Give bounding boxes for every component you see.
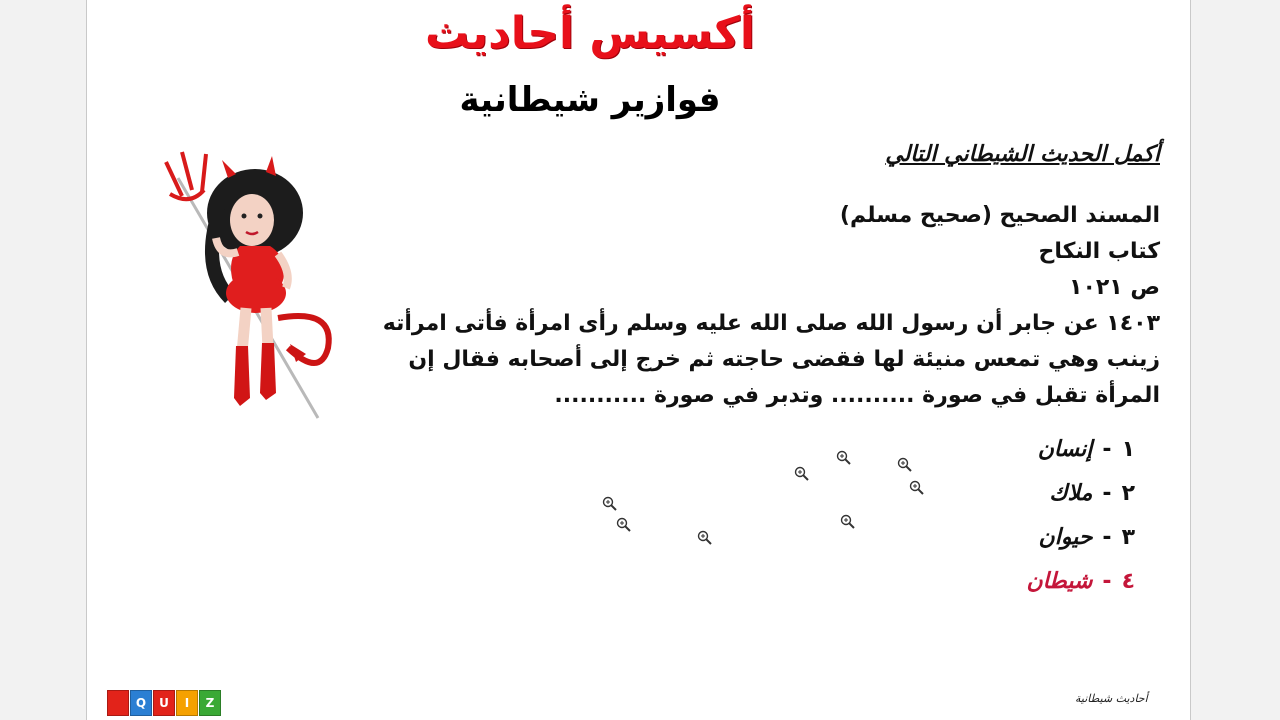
zoom-in-icon[interactable] bbox=[602, 496, 618, 512]
option-text: حيوان bbox=[1038, 525, 1093, 550]
devil-girl-with-trident-image bbox=[160, 148, 340, 423]
option-text: شيطان bbox=[1026, 569, 1093, 594]
left-gutter bbox=[0, 0, 87, 720]
zoom-in-icon[interactable] bbox=[840, 514, 856, 530]
quiz-logo-tile bbox=[107, 690, 129, 716]
source-line: ١٤٠٣ عن جابر أن رسول الله صلى الله عليه وسلم رأى امرأة فأتى امرأته bbox=[382, 311, 1160, 336]
option-dash: - bbox=[1102, 437, 1112, 462]
quiz-logo bbox=[107, 690, 222, 716]
option-number: ٤ bbox=[1121, 569, 1135, 594]
source-line: المرأة تقبل في صورة .......... وتدبر في صورة ........... bbox=[554, 383, 1160, 408]
source-line: ص ١٠٢١ bbox=[1069, 275, 1160, 300]
zoom-in-icon[interactable] bbox=[897, 457, 913, 473]
quiz-logo-letter: Q bbox=[130, 690, 152, 716]
answer-options bbox=[1026, 430, 1135, 606]
quiz-logo-letter: Z bbox=[199, 690, 221, 716]
option-4-correct[interactable] bbox=[1026, 562, 1135, 606]
option-1[interactable] bbox=[1026, 430, 1135, 474]
hadith-text bbox=[382, 198, 1160, 414]
slide-subtitle: فوازير شيطانية bbox=[459, 80, 721, 120]
option-text: ملاك bbox=[1049, 481, 1093, 506]
slide-title: أكسيس أحاديث bbox=[425, 8, 755, 59]
option-2[interactable] bbox=[1026, 474, 1135, 518]
option-dash: - bbox=[1102, 525, 1112, 550]
option-number: ٣ bbox=[1121, 525, 1135, 550]
zoom-in-icon[interactable] bbox=[697, 530, 713, 546]
question-heading: أكمل الحديث الشيطاني التالي bbox=[885, 142, 1160, 167]
option-dash: - bbox=[1102, 569, 1112, 594]
source-line: كتاب النكاح bbox=[1038, 239, 1160, 264]
option-dash: - bbox=[1102, 481, 1112, 506]
zoom-in-icon[interactable] bbox=[836, 450, 852, 466]
option-3[interactable] bbox=[1026, 518, 1135, 562]
quiz-logo-letter: U bbox=[153, 690, 175, 716]
zoom-in-icon[interactable] bbox=[909, 480, 925, 496]
quiz-logo-letter: I bbox=[176, 690, 198, 716]
zoom-in-icon[interactable] bbox=[616, 517, 632, 533]
option-number: ٢ bbox=[1121, 481, 1135, 506]
option-text: إنسان bbox=[1037, 437, 1093, 462]
footer-text: أحاديث شيطانية bbox=[1075, 692, 1148, 705]
zoom-in-icon[interactable] bbox=[794, 466, 810, 482]
source-line: زينب وهي تمعس منيئة لها فقضى حاجته ثم خرج إلى أصحابه فقال إن bbox=[408, 347, 1160, 372]
source-line: المسند الصحيح (صحيح مسلم) bbox=[839, 203, 1160, 228]
option-number: ١ bbox=[1121, 437, 1135, 462]
right-gutter bbox=[1190, 0, 1280, 720]
